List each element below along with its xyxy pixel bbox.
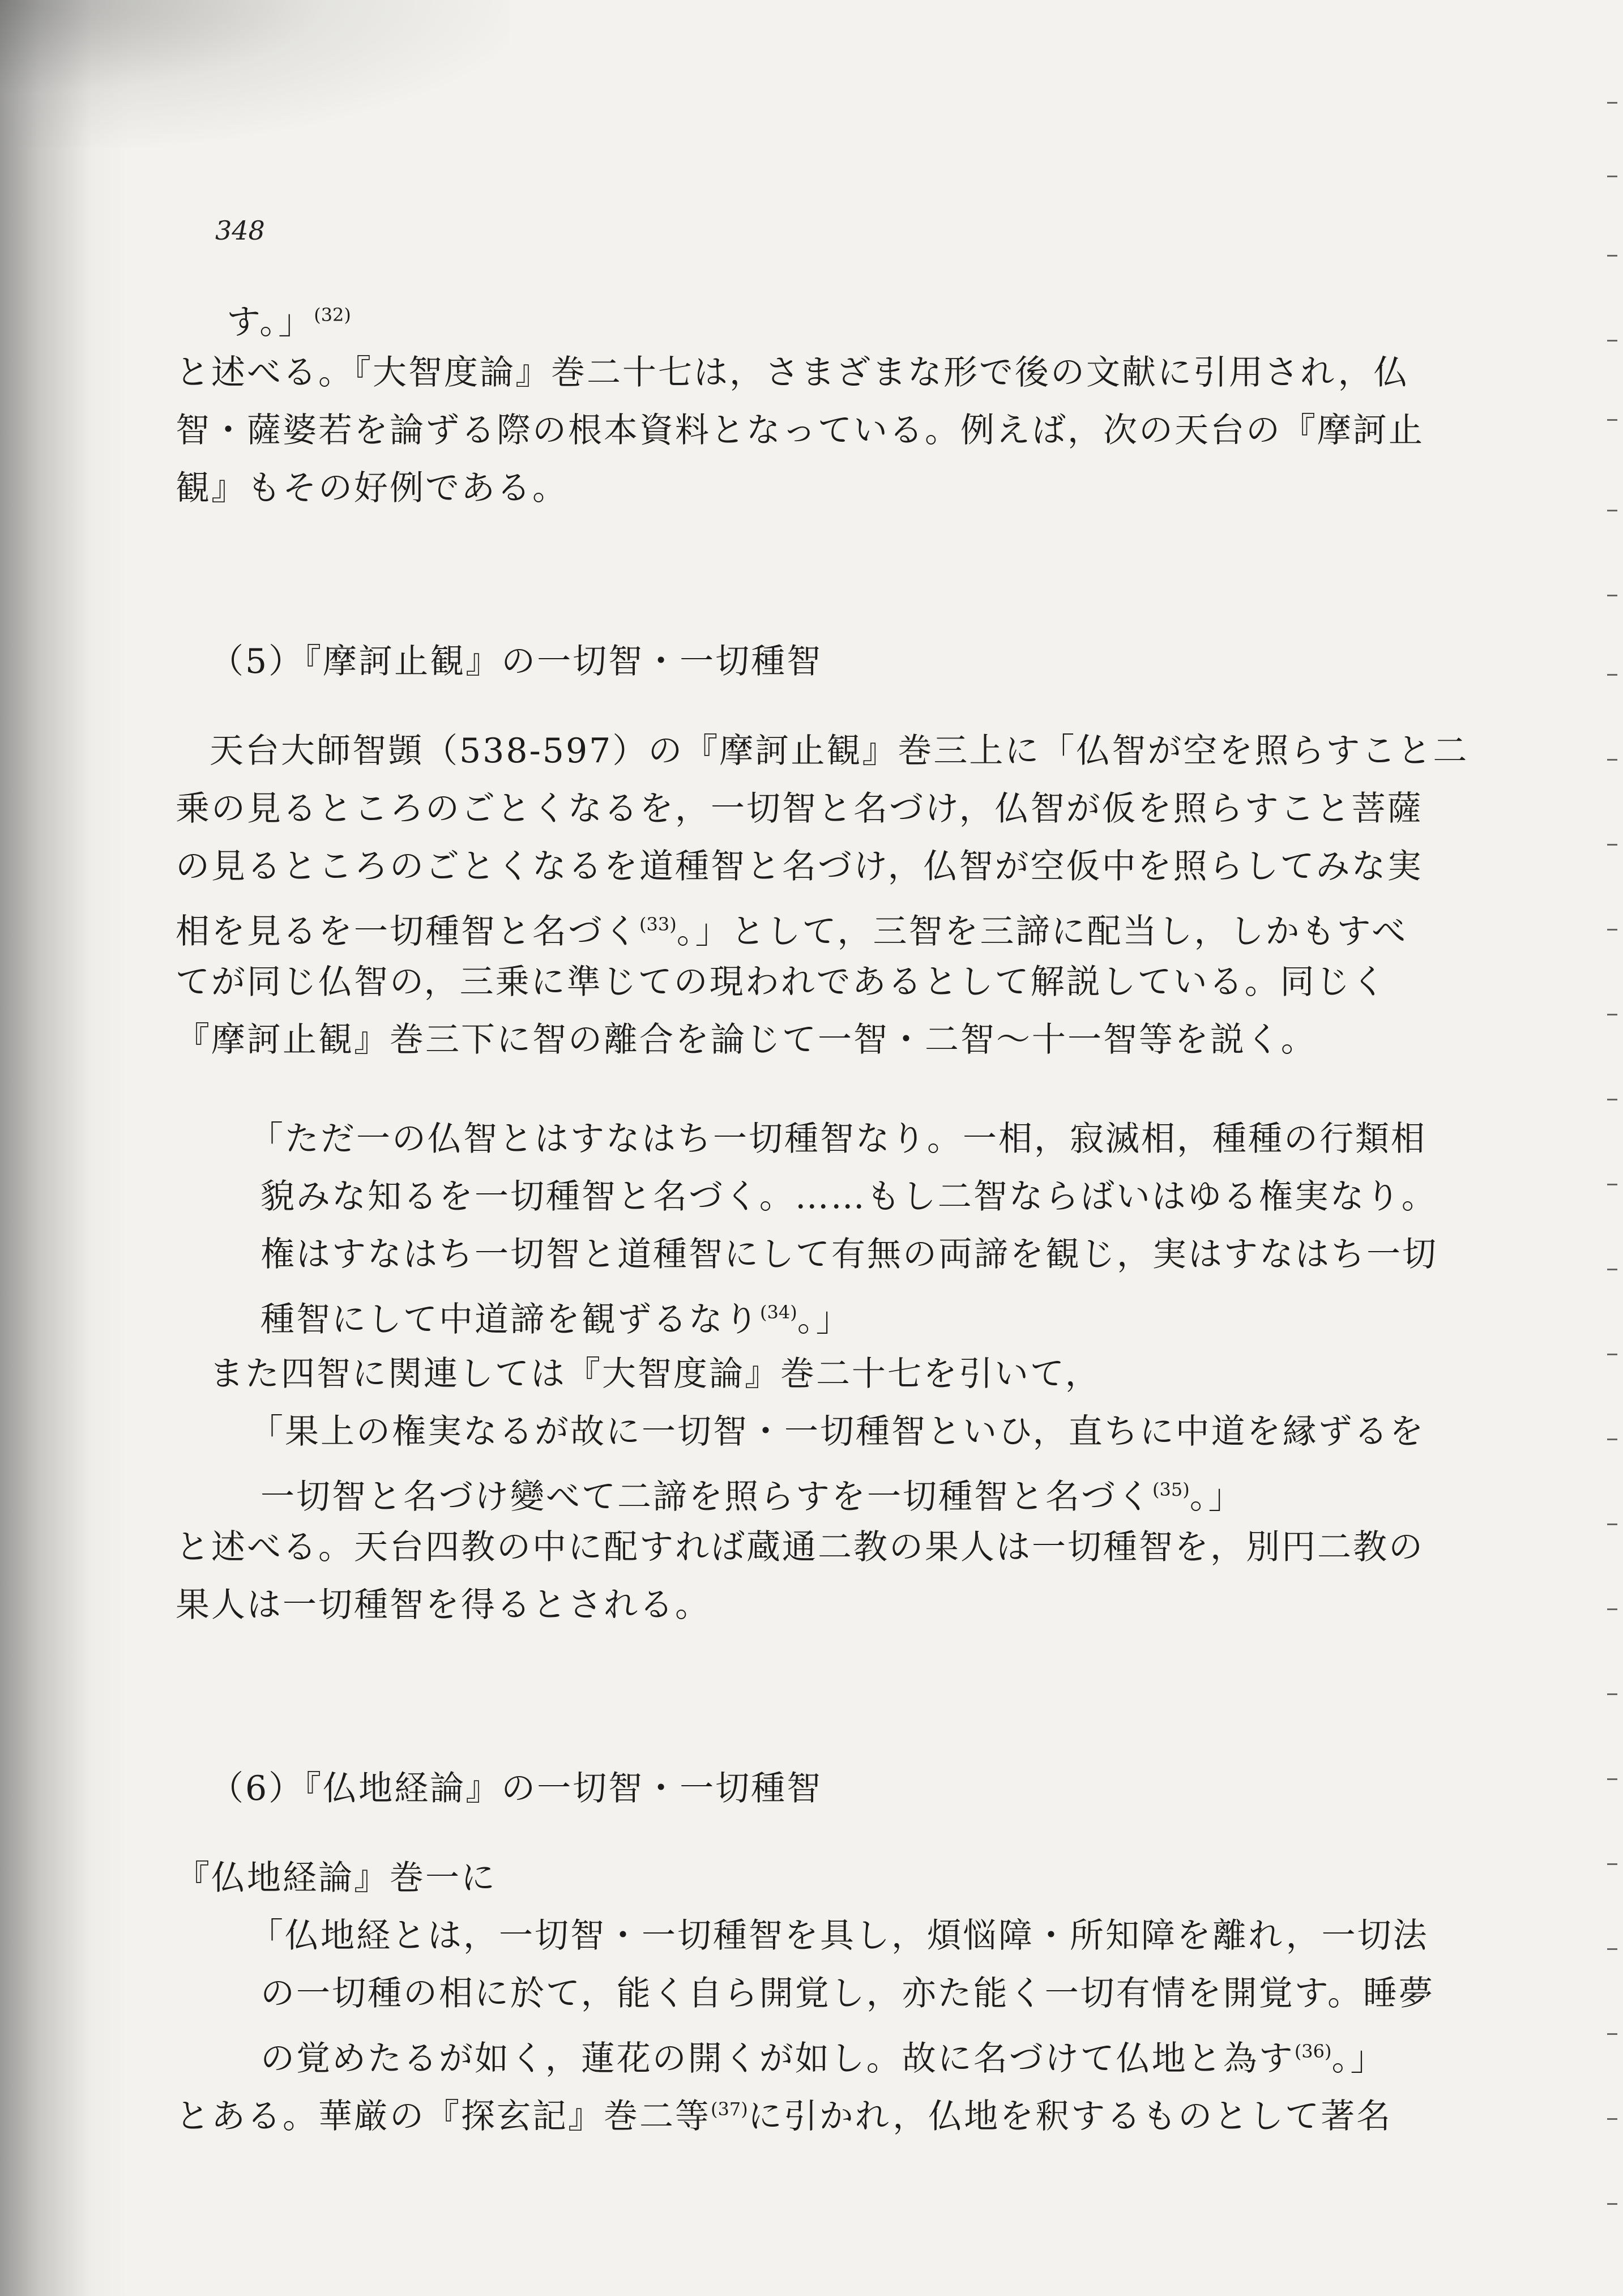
footnote-ref-36: (36) xyxy=(1294,2041,1332,2062)
section-heading-6: （6）『仏地経論』の一切智・一切種智 xyxy=(210,1769,823,1808)
section-heading-5: （5）『摩訶止観』の一切智・一切種智 xyxy=(210,642,823,681)
text-line: 観』もその好例である。 xyxy=(176,468,568,508)
text-line: す。」$^{(32)}$ xyxy=(227,302,351,342)
text-line: 天台大師智顗（538-597）の『摩訶止観』巻三上に「仏智が空を照らすこと二 xyxy=(210,731,1469,771)
page-number: 348 xyxy=(215,215,265,246)
text-line: 「果上の権実なるが故に一切智・一切種智といひ，直ちに中道を縁ずるを xyxy=(249,1412,1425,1452)
text-line: 相を見るを一切種智と名づく$^{(33)}$。」として，三智を三諦に配当し，しかもすべ xyxy=(176,912,1408,951)
footnote-ref-37: (37) xyxy=(711,2098,748,2120)
text-line: 権はすなはち一切智と道種智にして有無の両諦を観じ，実はすなはち一切 xyxy=(260,1235,1438,1274)
scan-shadow-left xyxy=(0,0,130,2296)
text-line: 貌みな知るを一切種智と名づく。……もし二智ならばいはゆる権実なり。 xyxy=(260,1177,1437,1217)
footnote-ref-33: (33) xyxy=(639,914,677,935)
text-line: 『摩訶止観』巻三下に智の離合を論じて一智・二智～十一智等を説く。 xyxy=(176,1020,1317,1060)
text-line: の見るところのごとくなるを道種智と名づけ，仏智が空仮中を照らしてみな実 xyxy=(176,847,1423,886)
text-line: 智・薩婆若を論ずる際の根本資料となっている。例えば，次の天台の『摩訶止 xyxy=(176,411,1424,450)
footnote-ref-34: (34) xyxy=(760,1301,797,1323)
footnote-ref-32: (32) xyxy=(314,304,351,326)
text-line: 乗の見るところのごとくなるを，一切智と名づけ，仏智が仮を照らすこと菩薩 xyxy=(176,789,1423,829)
text-line: 『仏地経論』巻一に xyxy=(176,1858,497,1898)
text-line: てが同じ仏智の，三乗に準じての現われであるとして解説している。同じく xyxy=(176,962,1387,1002)
paragraph-four-wisdoms xyxy=(176,1345,1472,1634)
paragraph-intro xyxy=(176,286,1472,517)
text-line: と述べる。天台四教の中に配すれば蔵通二教の果人は一切種智を，別円二教の xyxy=(176,1527,1424,1567)
text-line: 種智にして中道諦を観ずるなり$^{(34)}$。」 xyxy=(260,1300,852,1339)
text-line: と述べる。『大智度論』巻二十七は，さまざまな形で後の文献に引用され，仏 xyxy=(176,353,1410,392)
text-line: 一切智と名づけ變べて二諦を照らすを一切種智と名づく$^{(35)}$。」 xyxy=(260,1477,1244,1517)
footnote-ref-35: (35) xyxy=(1152,1479,1190,1500)
paragraph-tiantai xyxy=(176,722,1472,1069)
text-line: とある。華厳の『探玄記』巻二等$^{(37)}$に引かれ，仏地を釈するものとして著名 xyxy=(176,2097,1393,2136)
right-edge-marks xyxy=(1600,0,1623,2296)
paragraph-buddhabhumi xyxy=(176,1849,1472,2138)
text-line: の覚めたるが如く，蓮花の開くが如し。故に名づけて仏地と為す$^{(36)}$。」 xyxy=(260,2039,1386,2079)
text-line: の一切種の相に於て，能く自ら開覚し，亦た能く一切有情を開覚す。睡夢 xyxy=(260,1974,1434,2013)
text-line: また四智に関連しては『大智度論』巻二十七を引いて， xyxy=(210,1354,1101,1394)
quotation-mohe-zhiguan xyxy=(176,1110,1472,1341)
text-line: 「ただ一の仏智とはすなはち一切種智なり。一相，寂滅相，種種の行類相 xyxy=(249,1119,1426,1159)
text-line: 「仏地経とは，一切智・一切種智を具し，煩悩障・所知障を離れ，一切法 xyxy=(249,1916,1429,1956)
text-line: 果人は一切種智を得るとされる。 xyxy=(176,1585,711,1625)
scan-shadow-top xyxy=(0,0,510,147)
